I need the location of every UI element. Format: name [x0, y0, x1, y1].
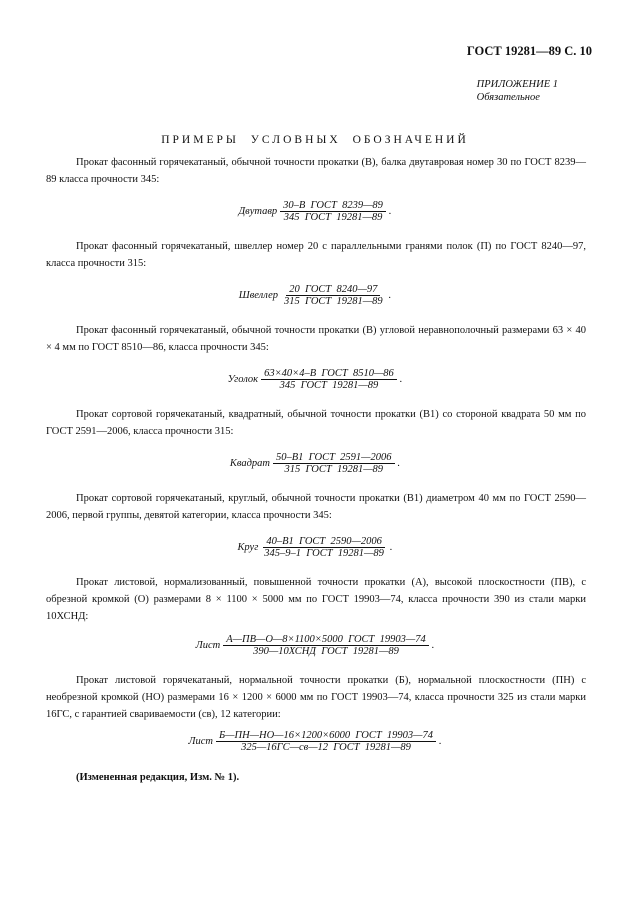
formula-numerator: 63×40×4–В ГОСТ 8510—86	[261, 368, 397, 380]
example-text: Прокат сортовой горячекатаный, круглый, обычной точности прокатки (В1) диаметром 40 мм по ГОСТ 2590—2006, первой группы, девятой категории, класса прочности 345:	[46, 493, 586, 521]
formula-denominator: 315 ГОСТ 19281—89	[284, 296, 383, 307]
formula-numerator: 30–В ГОСТ 8239—89	[280, 200, 386, 212]
example-text: Прокат фасонный горячекатаный, швеллер номер 20 с параллельными гранями полок (П) по ГОСТ 8240—97, класса прочности 315:	[46, 241, 586, 269]
designation-formula	[0, 284, 630, 307]
formula-end: .	[389, 542, 393, 553]
example-paragraph	[46, 406, 586, 440]
formula-end: .	[431, 640, 435, 651]
page-header: ГОСТ 19281—89 С. 10	[466, 44, 592, 58]
example-paragraph	[46, 490, 586, 524]
section-title: ПРИМЕРЫ УСЛОВНЫХ ОБОЗНАЧЕНИЙ	[161, 134, 469, 146]
formula-denominator: 345–9–1 ГОСТ 19281—89	[264, 548, 384, 559]
formula-name: Швеллер	[238, 290, 278, 301]
example-text: Прокат сортовой горячекатаный, квадратный, обычной точности прокатки (В1) со стороной квадрата 50 мм по ГОСТ 2591—2006, класса прочности 315:	[46, 409, 586, 437]
example-text: Прокат листовой, нормализованный, повышенной точности прокатки (А), высокой плоскостности (ПВ), с обрезной кромкой (О) размерами 8 × 1100 × 5000 мм по ГОСТ 19903—74, класса прочности 390 из стали марки 10ХСНД:	[46, 577, 586, 622]
example-paragraph	[46, 154, 586, 188]
formula-fraction	[281, 284, 386, 307]
formula-denominator: 390—10ХСНД ГОСТ 19281—89	[253, 646, 399, 657]
appendix-status: Обязательное	[476, 92, 540, 103]
formula-denominator: 315 ГОСТ 19281—89	[284, 464, 384, 475]
formula-denominator: 325—16ГС—св—12 ГОСТ 19281—89	[241, 742, 411, 753]
formula-numerator: Б—ПН—НО—16×1200×6000 ГОСТ 19903—74	[216, 730, 436, 742]
designation-formula	[0, 634, 630, 657]
formula-fraction	[216, 730, 436, 753]
example-paragraph	[46, 672, 586, 723]
designation-formula	[0, 368, 630, 391]
formula-numerator: 50–В1 ГОСТ 2591—2006	[273, 452, 395, 464]
revision-note: (Измененная редакция, Изм. № 1).	[76, 772, 240, 783]
formula-name: Уголок	[227, 374, 259, 385]
formula-fraction	[273, 452, 395, 475]
example-text: Прокат фасонный горячекатаный, обычной точности прокатки (В) угловой неравнополочный размерами 63 × 40 × 4 мм по ГОСТ 8510—86, класса прочности 345:	[46, 325, 586, 353]
designation-formula	[0, 536, 630, 559]
formula-denominator: 345 ГОСТ 19281—89	[283, 212, 383, 223]
example-paragraph	[46, 322, 586, 356]
formula-numerator: 40–В1 ГОСТ 2590—2006	[263, 536, 385, 548]
formula-name: Двутавр	[238, 206, 278, 217]
example-paragraph	[46, 238, 586, 272]
formula-numerator: А—ПВ—О—8×1100×5000 ГОСТ 19903—74	[223, 634, 429, 646]
formula-end: .	[388, 206, 392, 217]
example-text: Прокат фасонный горячекатаный, обычной точности прокатки (В), балка двутавровая номер 30 по ГОСТ 8239—89 класса прочности 345:	[46, 157, 586, 185]
example-paragraph	[46, 574, 586, 625]
formula-end: .	[439, 736, 442, 747]
formula-end: .	[388, 290, 392, 301]
formula-name: Квадрат	[229, 458, 270, 469]
formula-numerator: 20 ГОСТ 8240—97	[286, 284, 380, 296]
appendix-label	[477, 78, 558, 104]
formula-denominator: 345 ГОСТ 19281—89	[279, 380, 379, 391]
formula-fraction	[261, 368, 397, 391]
formula-fraction	[223, 634, 429, 657]
formula-name: Лист	[188, 736, 213, 747]
formula-name: Круг	[237, 542, 259, 553]
designation-formula	[0, 730, 630, 753]
formula-fraction	[280, 200, 386, 223]
example-text: Прокат листовой горячекатаный, нормальной точности прокатки (Б), нормальной плоскостности (ПН) с необрезной кромкой (НО) размерами 16 × 1200 × 6000 мм по ГОСТ 19903—74, класса прочности 325 из стали марки 16ГС, с гарантией свариваемости (св), 12 категории:	[46, 675, 586, 720]
designation-formula	[0, 452, 630, 475]
designation-formula	[0, 200, 630, 223]
formula-fraction	[261, 536, 387, 559]
formula-name: Лист	[195, 640, 221, 651]
formula-end: .	[399, 374, 403, 385]
formula-end: .	[397, 458, 401, 469]
appendix-number: ПРИЛОЖЕНИЕ 1	[476, 79, 558, 90]
